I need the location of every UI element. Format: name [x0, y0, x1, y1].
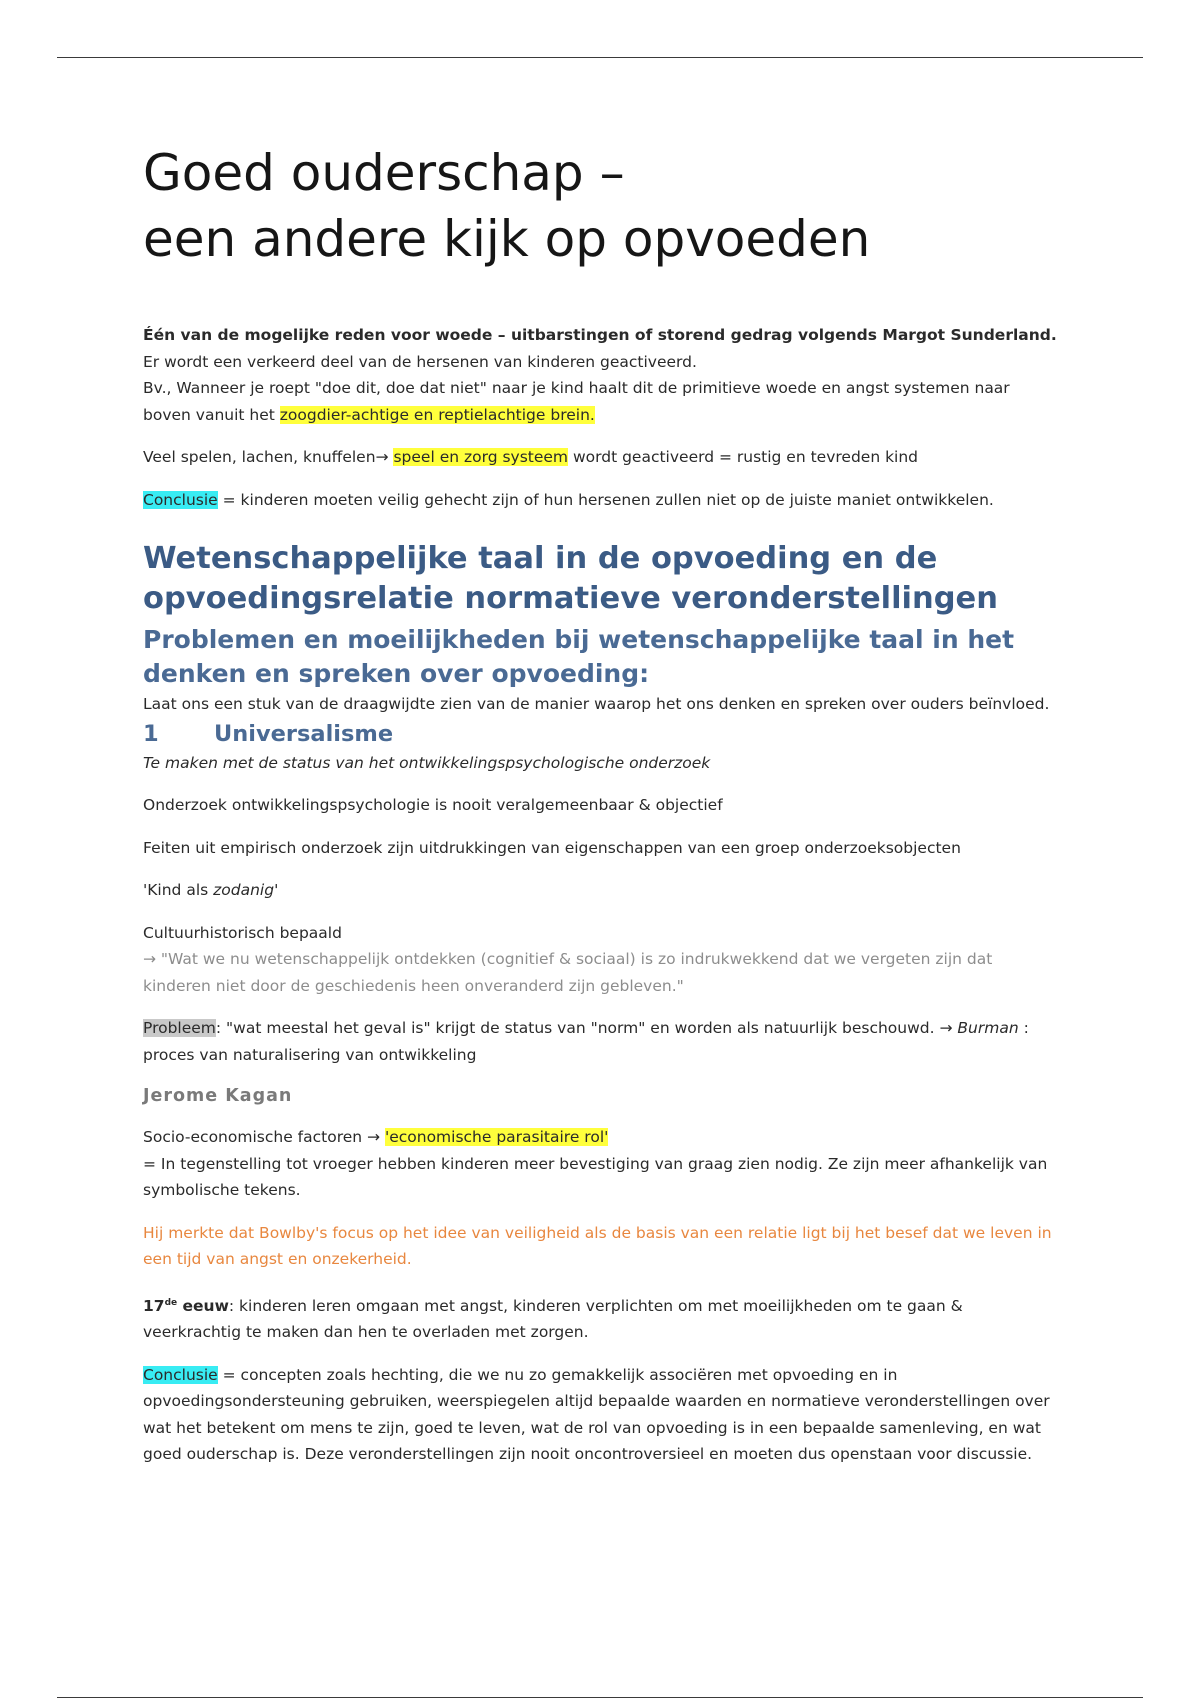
intro-heading: Één van de mogelijke reden voor woede – uitbarstingen of storend gedrag volgends Margot Sunderland.	[143, 326, 1057, 344]
bowlby-paragraph: Hij merkte dat Bowlby's focus op het idee van veiligheid als de basis van een relatie ligt bij het besef dat we leven in een tijd van angst en onzekerheid.	[143, 1223, 1052, 1268]
conclusion-1-text: = kinderen moeten veilig gehecht zijn of hun hersenen zullen niet op de juiste maniet ontwikkelen.	[217, 490, 994, 509]
intro-line-1: Er wordt een verkeerd deel van de hersenen van kinderen geactiveerd.	[143, 352, 697, 371]
probleem-label: Probleem	[143, 1019, 216, 1037]
intro-line-2	[143, 375, 1061, 428]
universalisme-p2: Feiten uit empirisch onderzoek zijn uitdrukkingen van eigenschappen van een groep onderzoeksobjecten	[143, 838, 961, 857]
bottom-rule	[57, 1697, 1143, 1698]
socio-pre: Socio-economische factoren →	[143, 1128, 385, 1146]
play-paragraph	[143, 444, 1061, 471]
draagwijdte-paragraph: Laat ons een stuk van de draagwijdte zien van de manier waarop het ons denken en spreken over ouders beïnvloed.	[143, 695, 1050, 713]
kagan-heading: Jerome Kagan	[143, 1086, 293, 1106]
kind-italic: zodanig	[213, 881, 275, 899]
kind-post: '	[274, 881, 279, 899]
universalisme-p1: Onderzoek ontwikkelingspsychologie is nooit veralgemeenbaar & objectief	[143, 796, 723, 814]
century-paragraph	[143, 1293, 1061, 1346]
conclusion-1-label: Conclusie	[143, 490, 218, 509]
century-text: : kinderen leren omgaan met angst, kinderen verplichten om met moeilijkheden om te gaan & veerkrachtig te maken dan hen te overladen met zorgen.	[143, 1296, 963, 1341]
kind-als-zodanig	[143, 877, 1061, 904]
intro-line-2-text: Bv., Wanneer je roept "doe dit, doe dat niet" naar je kind haalt dit de primitieve woede en angst systemen naar boven vanuit het	[143, 379, 1010, 424]
section-universalisme-heading	[143, 718, 1061, 750]
conclusion-1	[143, 487, 1061, 514]
play-post: wordt geactiveerd = rustig en tevreden kind	[568, 448, 919, 466]
socio-economic-text: = In tegenstelling tot vroeger hebben kinderen meer bevestiging van graag zien nodig. Ze zijn meer afhankelijk van symbolische tekens.	[143, 1154, 1048, 1199]
burman-name: Burman	[957, 1019, 1019, 1037]
conclusion-2	[143, 1362, 1061, 1468]
heading-problemen: Problemen en moeilijkheden bij wetenschappelijke taal in het denken en spreken over opvoeding:	[143, 625, 1015, 688]
title-line-2: een andere kijk op opvoeden	[143, 210, 871, 268]
section-title: Universalisme	[214, 720, 394, 747]
burman-text: : proces van naturalisering van ontwikkeling	[143, 1019, 1029, 1064]
century-label	[143, 1297, 229, 1315]
heading-wetenschappelijke-taal: Wetenschappelijke taal in de opvoeding en de opvoedingsrelatie normatieve veronderstellingen	[143, 541, 998, 616]
probleem-paragraph	[143, 1015, 1061, 1068]
probleem-text: : "wat meestal het geval is" krijgt de status van "norm" en worden als natuurlijk beschouwd. →	[215, 1019, 958, 1037]
section-subtitle: Te maken met de status van het ontwikkelingspsychologische onderzoek	[143, 753, 711, 772]
play-system-highlight: speel en zorg systeem	[393, 448, 569, 466]
document-body	[143, 140, 1061, 1468]
quote-paragraph: → "Wat we nu wetenschappelijk ontdekken (cognitief & sociaal) is zo indrukwekkend dat we vergeten zijn dat kinderen niet door de geschiedenis heen onveranderd zijn gebleven."	[143, 950, 993, 995]
cultuurhistorisch: Cultuurhistorisch bepaald	[143, 923, 342, 942]
conclusion-2-label: Conclusie	[143, 1365, 218, 1384]
parasitaire-rol-highlight: 'economische parasitaire rol'	[384, 1128, 609, 1146]
section-number: 1	[143, 720, 159, 747]
socio-economic-line	[143, 1124, 1061, 1151]
century-word: eeuw	[177, 1296, 229, 1315]
century-number: 17	[143, 1296, 165, 1315]
arrow-icon: →	[375, 448, 394, 466]
document-title	[143, 140, 1061, 272]
title-line-1: Goed ouderschap –	[143, 144, 625, 202]
brain-highlight: zoogdier-achtige en reptielachtige brein.	[279, 405, 595, 424]
top-rule	[57, 57, 1143, 58]
conclusion-2-text: = concepten zoals hechting, die we nu zo gemakkelijk associëren met opvoeding en in opvoedingsondersteuning gebruiken, weerspiegelen altijd bepaalde waarden en normatieve veronderstellingen over wat het betekent om mens te zijn, goed te leven, wat de rol van opvoeding is in een bepaalde samenleving, en wat goed ouderschap is. Deze veronderstellingen zijn nooit oncontroversieel en moeten dus openstaan voor discussie.	[143, 1365, 1050, 1463]
kind-pre: 'Kind als	[143, 881, 214, 899]
play-pre: Veel spelen, lachen, knuffelen	[143, 448, 376, 466]
century-superscript: de	[164, 1297, 178, 1308]
